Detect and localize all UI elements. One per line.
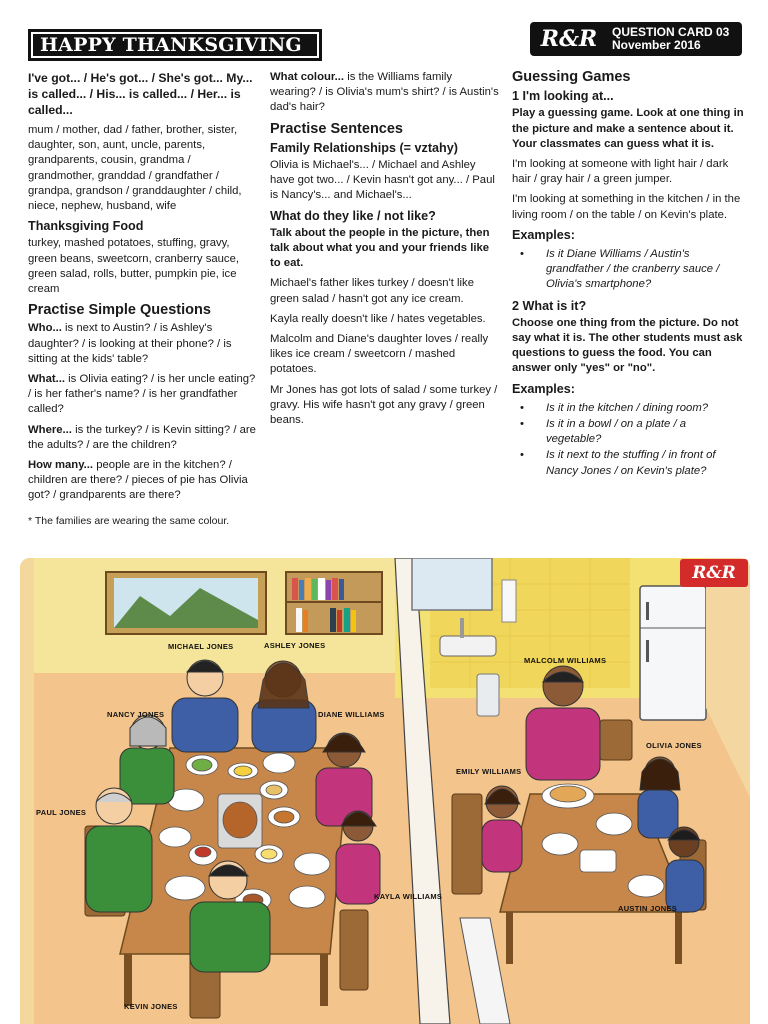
game2-examples-label: Examples: <box>512 381 575 396</box>
thanksgiving-illustration <box>20 558 750 1024</box>
food-vocabulary: turkey, mashed potatoes, stuffing, gravy, green beans, sweetcorn, cranberry sauce, green salad, rolls, butter, pumpkin pie, ice cream <box>28 237 239 296</box>
like-sentence-1: Michael's father likes turkey / doesn't like green salad / hasn't got any ice cream. <box>270 277 474 305</box>
label-nancy-jones: NANCY JONES <box>107 710 165 719</box>
card-label: QUESTION CARD 03 <box>612 25 730 39</box>
question-colour-key: What colour... <box>270 71 345 83</box>
label-olivia-jones: OLIVIA JONES <box>646 741 702 750</box>
illustration-logo: R&R <box>680 559 748 587</box>
game1-examples <box>512 247 744 293</box>
label-malcolm-williams: MALCOLM WILLIAMS <box>524 656 607 665</box>
column-games <box>512 70 744 485</box>
game1-instruction: Play a guessing game. Look at one thing in the picture and make a sentence about it. Your classmates can guess what it is. <box>512 107 744 150</box>
question-what-text: is Olivia eating? / is her uncle eating? / is her father's name? / is her grandfather called? <box>28 373 256 416</box>
game2-examples <box>512 401 744 479</box>
question-how-many-key: How many... <box>28 459 94 472</box>
family-relationships-text: Olivia is Michael's... / Michael and Ashley have got two... / Kevin hasn't got any... / Paul is Nancy's... and Michael's... <box>270 159 495 202</box>
question-how-many-text: people are in the kitchen? / children are there? / pieces of pie has Olivia got? / grandparents are there? <box>28 459 248 502</box>
question-who <box>28 321 260 367</box>
label-kayla-williams: KAYLA WILLIAMS <box>374 892 443 901</box>
likes-instruction: Talk about the people in the picture, then talk about what you and your friends like to eat. <box>270 226 490 270</box>
question-who-key: Who... <box>28 322 62 335</box>
game1-heading: 1 I'm looking at... <box>512 89 614 104</box>
games-heading: Guessing Games <box>512 69 631 85</box>
label-austin-jones: AUSTIN JONES <box>618 904 678 913</box>
question-where <box>28 423 260 453</box>
game2-instruction: Choose one thing from the picture. Do not say what it is. The other students must ask questions to guess the food. You can answer only "yes" or "no". <box>512 316 743 375</box>
column-sentences <box>270 70 500 433</box>
page-title-banner <box>28 29 322 61</box>
card-info <box>608 26 729 52</box>
question-how-many <box>28 458 260 504</box>
game1-example: • Is it Diane Williams / Austin's grandfather / the cranberry sauce / Olivia's smartphone? <box>512 247 744 293</box>
label-paul-jones: PAUL JONES <box>36 808 87 817</box>
lead-phrases: I've got... / He's got... / She's got... My... is called... / His... is called... / Her... is called... <box>28 71 253 117</box>
question-where-key: Where... <box>28 423 72 436</box>
food-heading: Thanksgiving Food <box>28 219 144 234</box>
game2-example: • Is it in the kitchen / dining room? <box>512 401 744 416</box>
likes-heading: What do they like / not like? <box>270 208 436 223</box>
label-michael-jones: MICHAEL JONES <box>168 642 234 651</box>
game1-line-2: I'm looking at something in the kitchen / in the living room / on the table / on Kevin's plate. <box>512 193 741 221</box>
game1-examples-label: Examples: <box>512 227 575 242</box>
brand-block <box>530 22 742 56</box>
question-colour <box>270 70 500 116</box>
question-what-key: What... <box>28 373 66 386</box>
label-ashley-jones: ASHLEY JONES <box>264 641 326 650</box>
game1-line-1: I'm looking at someone with light hair / dark hair / gray hair / a green jumper. <box>512 158 729 186</box>
label-diane-williams: DIANE WILLIAMS <box>318 710 385 719</box>
game2-example: • Is it next to the stuffing / in front of Nancy Jones / on Kevin's plate? <box>512 448 744 478</box>
family-relationships-heading: Family Relationships (= vztahy) <box>270 140 458 155</box>
game2-heading: 2 What is it? <box>512 298 587 313</box>
page-title: HAPPY THANKSGIVING <box>40 34 302 56</box>
questions-heading: Practise Simple Questions <box>28 302 211 319</box>
card-date: November 2016 <box>612 38 701 52</box>
label-kevin-jones: KEVIN JONES <box>124 1002 178 1011</box>
question-what <box>28 372 260 418</box>
family-vocabulary: mum / mother, dad / father, brother, sister, daughter, son, aunt, uncle, parents, grandparents, cousin, grandma / grandmother, granddad / grandfather / grandpa, grandson / granddaughter / child, niece, nephew, husband, wife <box>28 124 242 213</box>
label-emily-williams: EMILY WILLIAMS <box>456 767 522 776</box>
scene-drawing <box>20 558 750 1024</box>
sentences-heading: Practise Sentences <box>270 120 403 137</box>
column-vocabulary <box>28 70 260 534</box>
question-where-text: is the turkey? / is Kevin sitting? / are the adults? / are the children? <box>28 423 256 451</box>
footnote: * The families are wearing the same colour. <box>28 514 230 527</box>
brand-logo: R&R <box>540 26 598 52</box>
like-sentence-2: Kayla really doesn't like / hates vegetables. <box>270 312 486 325</box>
question-colour-text: is the Williams family wearing? / is Olivia's mum's shirt? / is Austin's dad's hair? <box>270 71 499 114</box>
question-who-text: is next to Austin? / is Ashley's daughter? / is looking at their phone? / is sitting at the kids' table? <box>28 322 232 365</box>
like-sentence-4: Mr Jones has got lots of salad / some turkey / gravy. His wife hasn't got any gravy / green beans. <box>270 383 498 427</box>
game2-example: • Is it in a bowl / on a plate / a vegetable? <box>512 417 744 447</box>
like-sentence-3: Malcolm and Diane's daughter loves / really likes ice cream / sweetcorn / mashed potatoes. <box>270 333 489 376</box>
